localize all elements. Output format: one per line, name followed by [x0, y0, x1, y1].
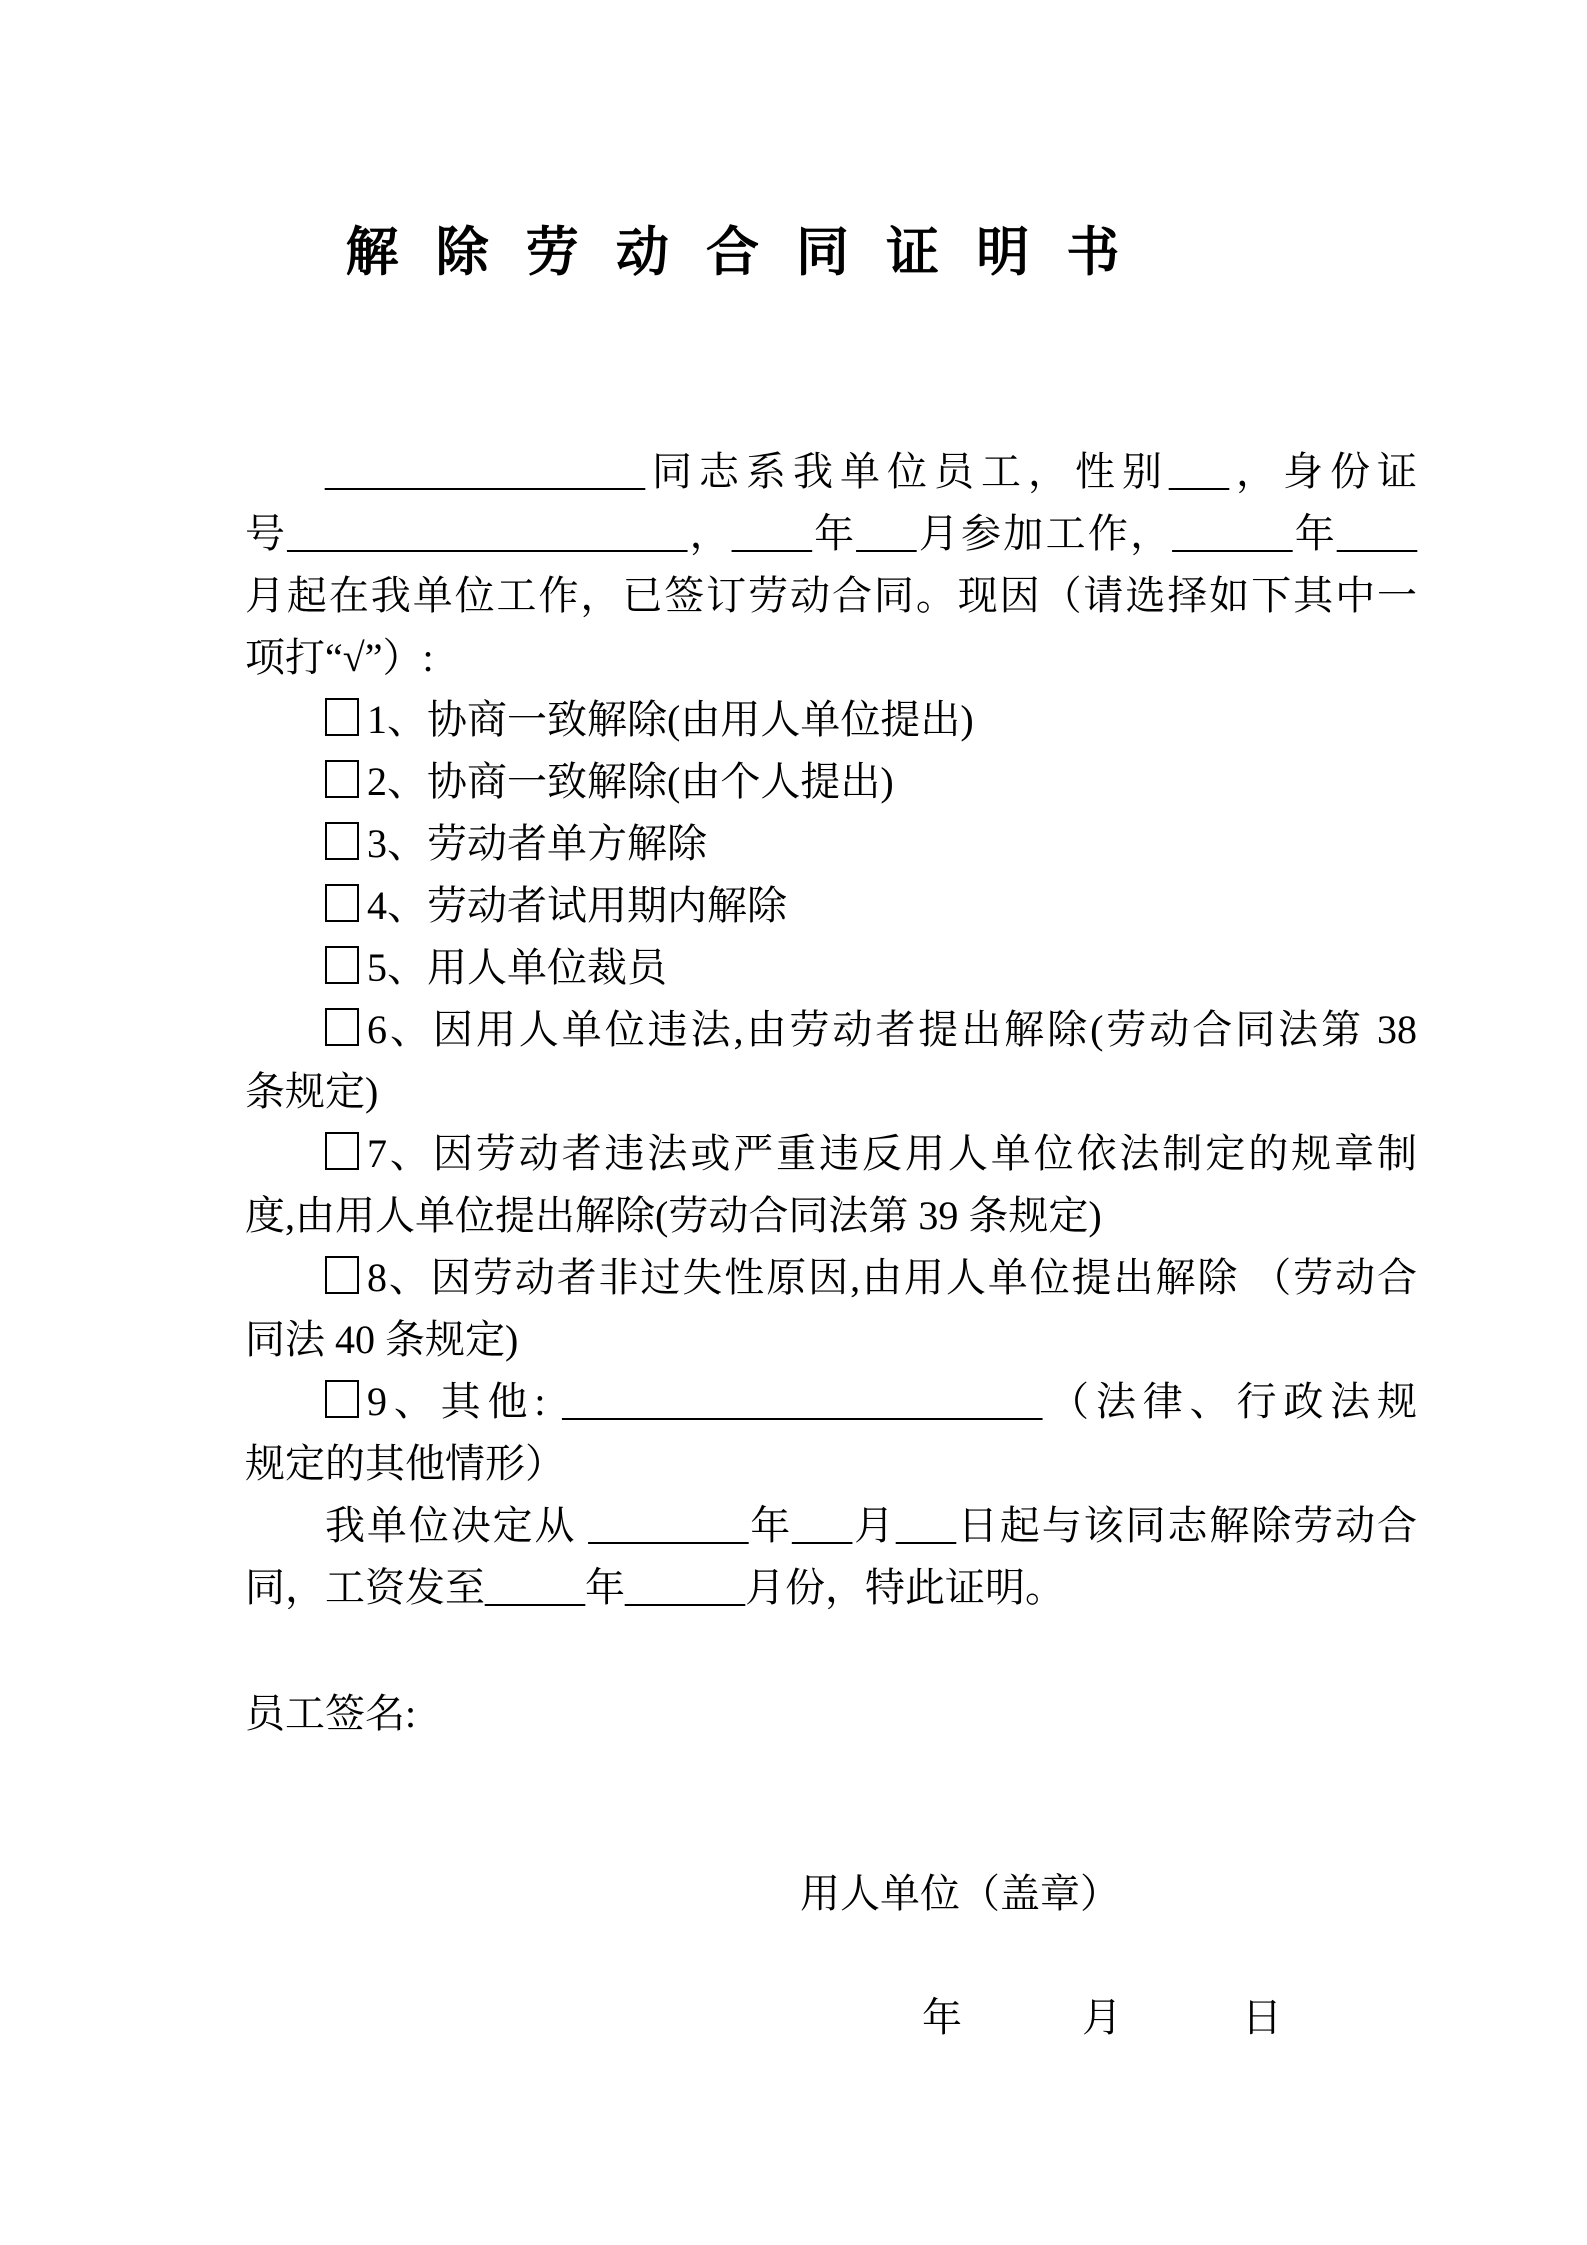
option-3-label: 3、劳动者单方解除	[367, 821, 707, 866]
option-9-continuation: 规定的其他情形）	[245, 1441, 565, 1486]
option-row-3	[245, 813, 1417, 875]
option-row-2	[245, 751, 1417, 813]
option-1-label: 1、协商一致解除(由用人单位提出)	[367, 697, 974, 742]
option-2-checkbox[interactable]	[325, 760, 359, 798]
option-6-label: 6、因用人单位违法,由劳动者提出解除(劳动合同法第 38	[367, 1007, 1417, 1052]
option-row-7	[245, 1123, 1417, 1185]
document-title: 解除劳动合同证明书	[345, 224, 1157, 282]
employee-signature-label: 员工签名:	[245, 1691, 417, 1736]
options-list	[245, 689, 1417, 1495]
option-1-checkbox[interactable]	[325, 698, 359, 736]
closing-line-1: 我单位决定从 ________年___月___日起与该同志解除劳动合	[325, 1503, 1417, 1548]
option-row-5	[245, 937, 1417, 999]
closing-paragraph	[245, 1495, 1417, 1619]
option-5-checkbox[interactable]	[325, 946, 359, 984]
closing-line-2: 同，工资发至_____年______月份，特此证明。	[245, 1565, 1065, 1610]
option-5-label: 5、用人单位裁员	[367, 945, 667, 990]
option-4-label: 4、劳动者试用期内解除	[367, 883, 787, 928]
option-row-9	[245, 1371, 1417, 1433]
date-line: 年 月 日	[922, 1995, 1282, 2040]
option-8-label: 8、因劳动者非过失性原因,由用人单位提出解除 （劳动合	[367, 1255, 1417, 1300]
option-6-continuation: 条规定)	[245, 1069, 379, 1114]
option-9-label: 9、其他: ________________________（法律、行政法规	[367, 1379, 1417, 1424]
option-3-checkbox[interactable]	[325, 822, 359, 860]
employer-seal-label: 用人单位（盖章）	[800, 1871, 1120, 1916]
option-row-8	[245, 1247, 1417, 1309]
option-8-continuation: 同法 40 条规定)	[245, 1317, 519, 1362]
intro-line-4: 项打“√”）:	[245, 635, 434, 680]
option-7-checkbox[interactable]	[325, 1132, 359, 1170]
option-row-1	[245, 689, 1417, 751]
option-4-checkbox[interactable]	[325, 884, 359, 922]
option-6-checkbox[interactable]	[325, 1008, 359, 1046]
intro-paragraph	[245, 441, 1417, 689]
option-7-label: 7、因劳动者违法或严重违反用人单位依法制定的规章制	[367, 1131, 1417, 1176]
option-2-label: 2、协商一致解除(由个人提出)	[367, 759, 894, 804]
intro-line-3: 月起在我单位工作，已签订劳动合同。现因（请选择如下其中一	[245, 573, 1417, 618]
option-row-6	[245, 999, 1417, 1061]
option-9-checkbox[interactable]	[325, 1380, 359, 1418]
option-7-continuation: 度,由用人单位提出解除(劳动合同法第 39 条规定)	[245, 1193, 1102, 1238]
intro-line-1: ________________同志系我单位员工，性别___，身份证	[325, 449, 1417, 494]
option-row-4	[245, 875, 1417, 937]
intro-line-2: 号____________________，____年___月参加工作，______年____	[245, 511, 1417, 556]
option-8-checkbox[interactable]	[325, 1256, 359, 1294]
